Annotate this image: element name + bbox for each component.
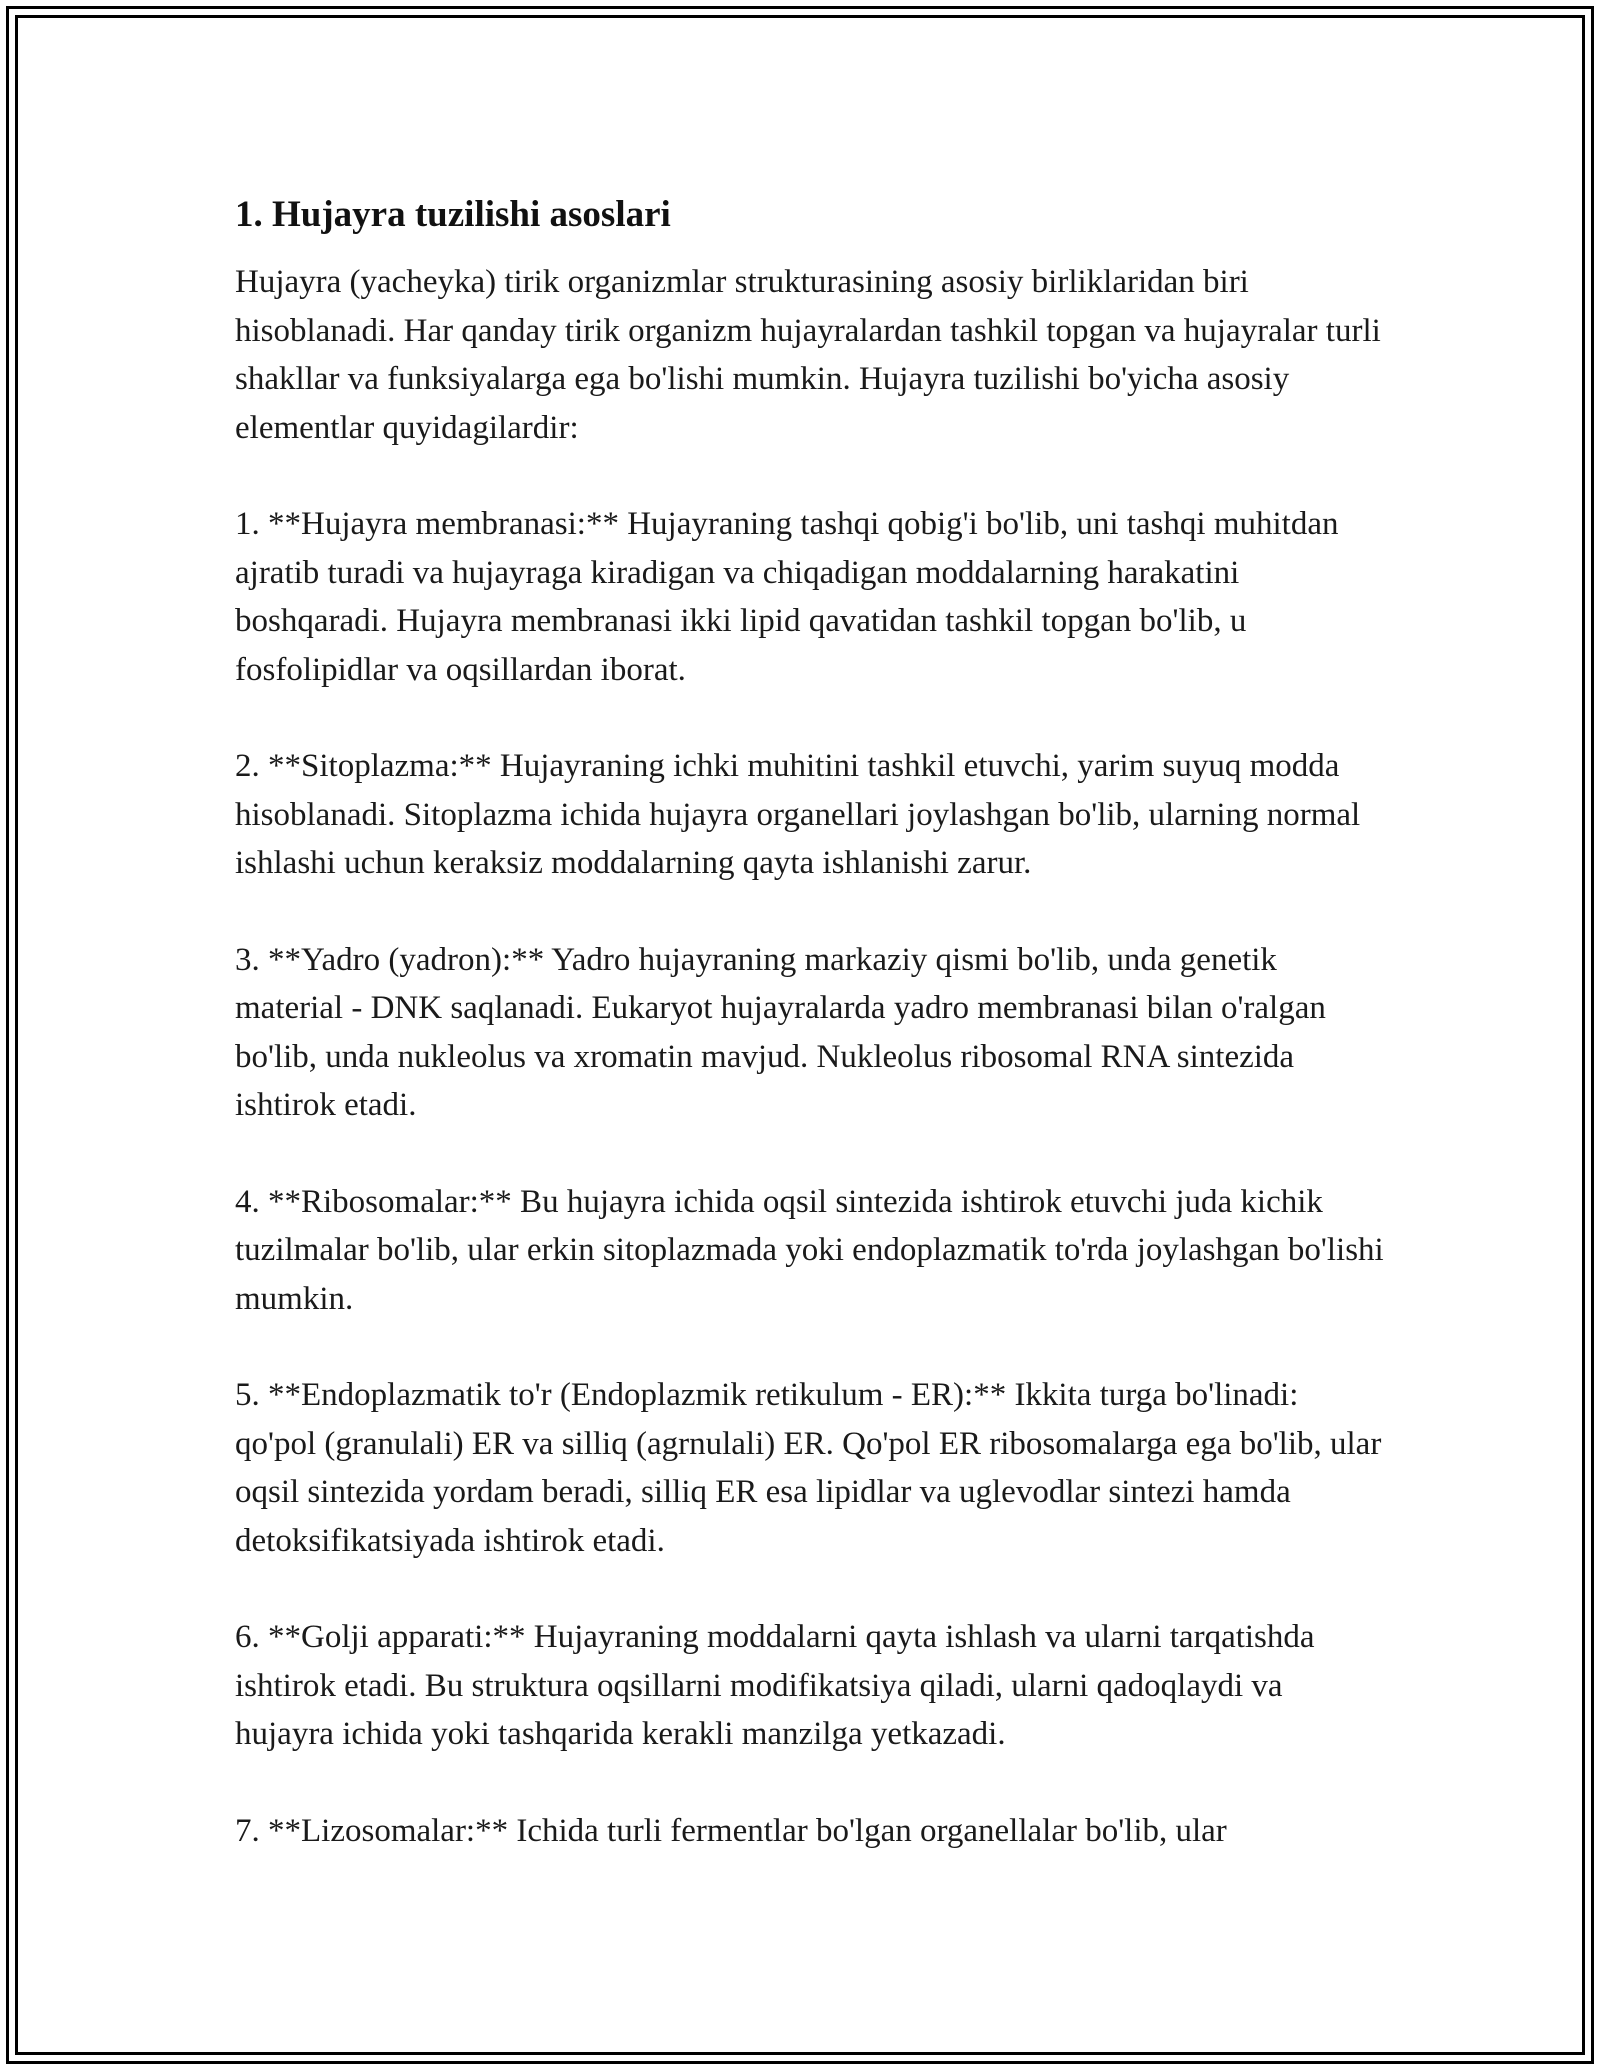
list-item-golgi: 6. **Golji apparati:** Hujayraning moddalarni qayta ishlash va ularni tarqatishda ishtirok etadi. Bu struktura oqsillarni modifikatsiya qiladi, ularni qadoqlaydi va hujayra ichida yoki tashqarida kerakli manzilga yetkazadi.	[235, 1619, 1315, 1752]
list-item-endoplasmic-reticulum: 5. **Endoplazmatik to'r (Endoplazmik retikulum - ER):** Ikkita turga bo'linadi: qo'pol (granulali) ER va silliq (agrnulali) ER. Qo'pol ER ribosomalarga ega bo'lib, ular oqsil sintezida yordam beradi, silliq ER esa lipidlar va uglevodlar sintezi hamda detoksifikatsiyada ishtirok etadi.	[235, 1377, 1382, 1559]
list-item-ribosomes: 4. **Ribosomalar:** Bu hujayra ichida oqsil sintezida ishtirok etuvchi juda kichik tuzilmalar bo'lib, ular erkin sitoplazmada yoki endoplazmatik to'rda joylashgan bo'lishi mumkin.	[235, 1183, 1384, 1317]
intro-paragraph: Hujayra (yacheyka) tirik organizmlar strukturasining asosiy birliklaridan biri hisoblanadi. Har qanday tirik organizm hujayralardan tashkil topgan va hujayralar turli shakllar va funksiyalarga ega bo'lishi mumkin. Hujayra tuzilishi bo'yicha asosiy elementlar quyidagilardir:	[235, 264, 1381, 446]
list-item-lysosomes: 7. **Lizosomalar:** Ichida turli fermentlar bo'lgan organellalar bo'lib, ular	[235, 1812, 1227, 1849]
list-item-membrane: 1. **Hujayra membranasi:** Hujayraning tashqi qobig'i bo'lib, uni tashqi muhitdan ajratib turadi va hujayraga kiradigan va chiqadigan moddalarning harakatini boshqaradi. Hujayra membranasi ikki lipid qavatidan tashkil topgan bo'lib, u fosfolipidlar va oqsillardan iborat.	[235, 506, 1339, 688]
section-heading: 1. Hujayra tuzilishi asoslari	[235, 194, 671, 235]
document-body	[235, 186, 1385, 1903]
list-item-nucleus: 3. **Yadro (yadron):** Yadro hujayraning markaziy qismi bo'lib, unda genetik material - DNK saqlanadi. Eukaryot hujayralarda yadro membranasi bilan o'ralgan bo'lib, unda nukleolus va xromatin mavjud. Nukleolus ribosomal RNA sintezida ishtirok etadi.	[235, 941, 1326, 1123]
list-item-cytoplasm: 2. **Sitoplazma:** Hujayraning ichki muhitini tashkil etuvchi, yarim suyuq modda hisoblanadi. Sitoplazma ichida hujayra organellari joylashgan bo'lib, ularning normal ishlashi uchun keraksiz moddalarning qayta ishlanishi zarur.	[235, 748, 1361, 881]
